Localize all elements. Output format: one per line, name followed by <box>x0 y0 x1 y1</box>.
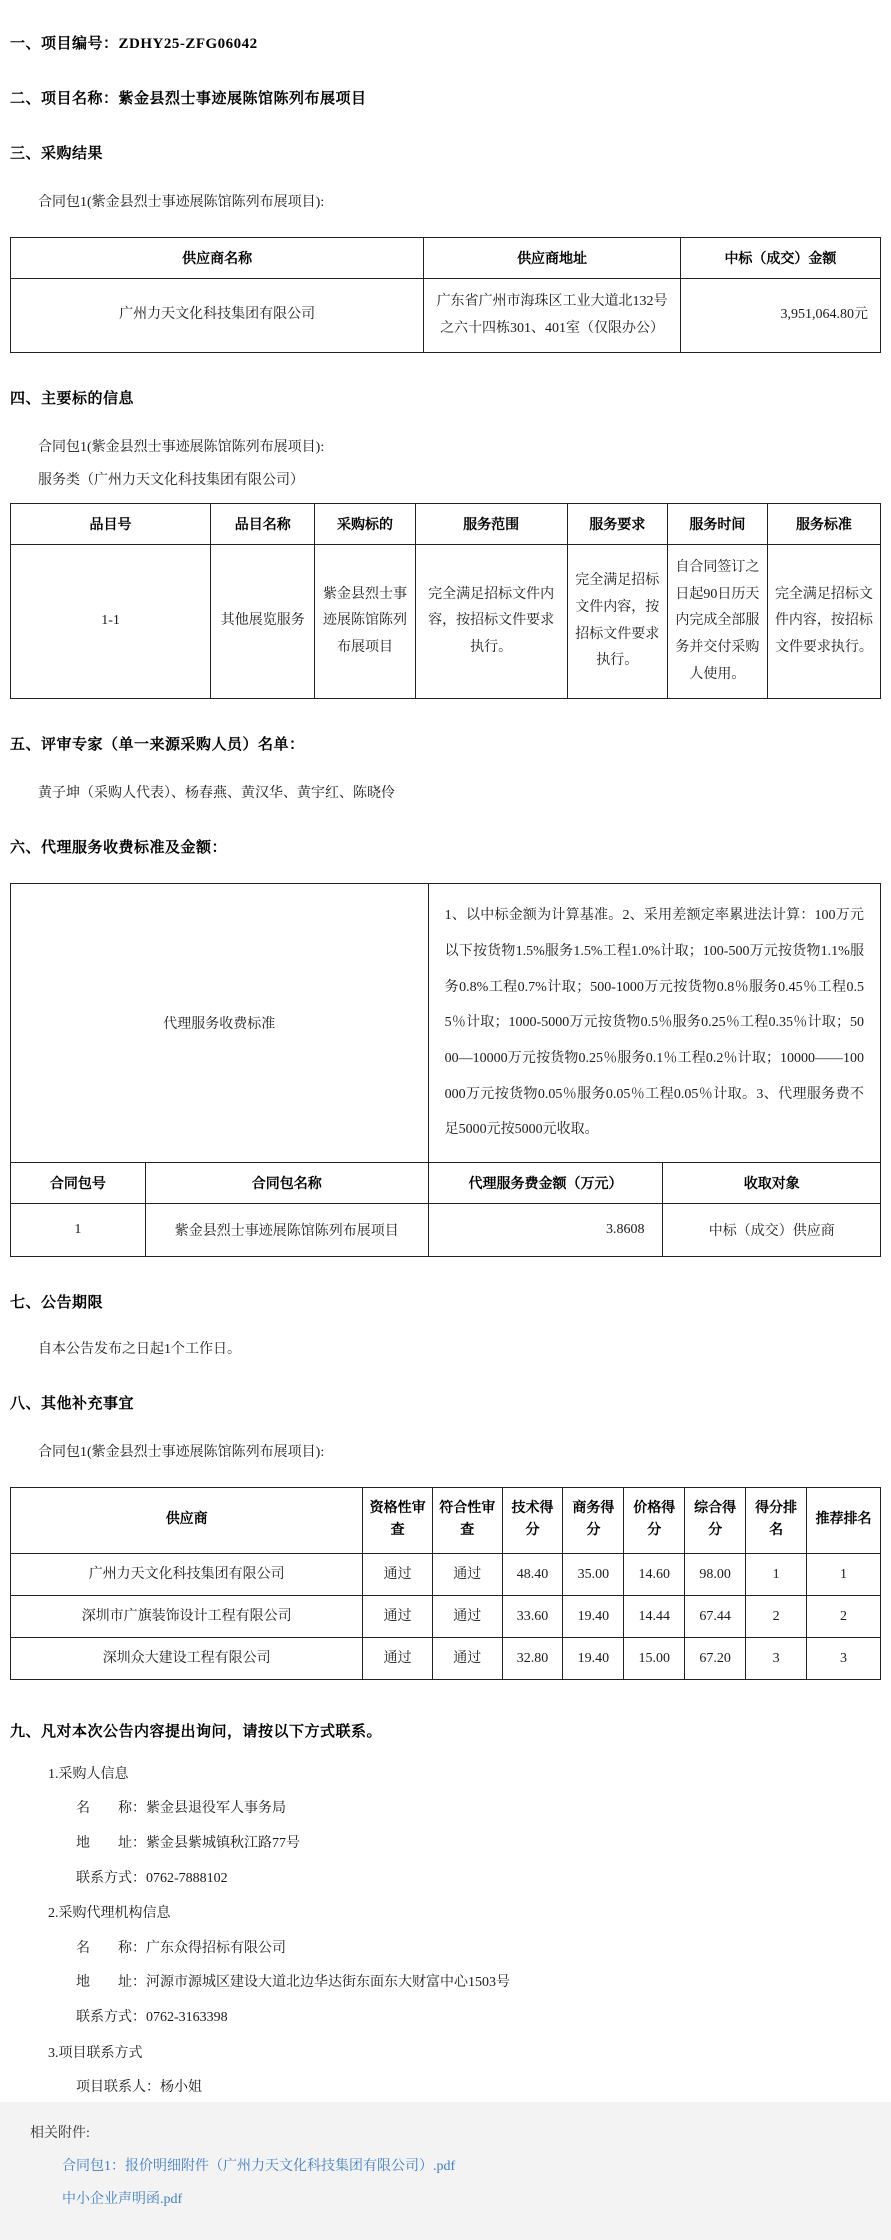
procurement-result-table <box>10 237 881 353</box>
score-rank-cell: 3 <box>746 1637 807 1679</box>
total-score-cell: 67.44 <box>685 1595 746 1637</box>
service-scope-cell: 完全满足招标文件内容，按招标文件要求执行。 <box>415 545 567 699</box>
price-score-cell: 14.44 <box>624 1595 685 1637</box>
fee-table-row <box>11 1203 881 1256</box>
supplier-cell: 广州力天文化科技集团有限公司 <box>11 1553 363 1595</box>
recommend-rank-cell: 2 <box>807 1595 881 1637</box>
purchaser-info-heading: 1.采购人信息 <box>48 1766 129 1782</box>
technical-score-cell: 48.40 <box>502 1553 563 1595</box>
main-subject-table <box>10 503 881 699</box>
table-header-row <box>11 1487 881 1553</box>
qualification-cell: 通过 <box>363 1595 433 1637</box>
s3-package-label: 合同包1(紫金县烈士事迹展陈馆陈列布展项目): <box>38 195 325 210</box>
experts-names: 黄子坤（采购人代表）、杨春燕、黄汉华、黄宇红、陈晓伶 <box>38 786 395 802</box>
fee-standard-label-cell: 代理服务收费标准 <box>11 884 429 1163</box>
section-procurement-result-title: 三、采购结果 <box>10 146 104 162</box>
package-no-header: 合同包号 <box>11 1162 146 1203</box>
service-standard-cell: 完全满足招标文件内容，按招标文件要求执行。 <box>767 545 880 699</box>
package-name-cell: 紫金县烈士事迹展陈馆陈列布展项目 <box>145 1203 428 1256</box>
supplier-cell: 深圳市广旗装饰设计工程有限公司 <box>11 1595 363 1637</box>
score-table <box>10 1487 881 1680</box>
item-name-cell: 其他展览服务 <box>211 545 315 699</box>
service-requirement-header: 服务要求 <box>567 504 667 545</box>
fee-amount-header: 代理服务费金额（万元） <box>428 1162 663 1203</box>
technical-score-header: 技术得分 <box>502 1487 563 1553</box>
business-score-header: 商务得分 <box>563 1487 624 1553</box>
agency-name: 名 称：广东众得招标有限公司 <box>76 1940 286 1956</box>
purchaser-contact: 联系方式：0762-7888102 <box>76 1870 228 1886</box>
agency-contact: 联系方式：0762-3163398 <box>76 2009 228 2025</box>
supplier-address-cell: 广东省广州市海珠区工业大道北132号之六十四栋301、401室（仅限办公） <box>424 279 681 353</box>
price-score-cell: 15.00 <box>624 1637 685 1679</box>
package-no-cell: 1 <box>11 1203 146 1256</box>
subject-header: 采购标的 <box>315 504 415 545</box>
recommend-rank-header: 推荐排名 <box>807 1487 881 1553</box>
item-no-header: 品目号 <box>11 504 211 545</box>
supplier-cell: 深圳众大建设工程有限公司 <box>11 1637 363 1679</box>
table-header-row <box>11 238 881 279</box>
qualification-cell: 通过 <box>363 1637 433 1679</box>
total-score-cell: 98.00 <box>685 1553 746 1595</box>
supplier-name-header: 供应商名称 <box>11 238 424 279</box>
s8-package-label: 合同包1(紫金县烈士事迹展陈馆陈列布展项目): <box>38 1444 325 1460</box>
section-announcement-period-title: 七、公告期限 <box>10 1294 104 1311</box>
item-no-cell: 1-1 <box>11 545 211 699</box>
table-row <box>11 279 881 353</box>
fee-table-header-row <box>11 1162 881 1203</box>
subject-cell: 紫金县烈士事迹展陈馆陈列布展项目 <box>315 545 415 699</box>
conformity-cell: 通过 <box>432 1595 502 1637</box>
section-main-subject-title: 四、主要标的信息 <box>10 391 135 408</box>
total-score-cell: 67.20 <box>685 1637 746 1679</box>
section-agency-fee-title: 六、代理服务收费标准及金额： <box>10 840 228 857</box>
score-rank-cell: 2 <box>746 1595 807 1637</box>
attachment-link-quotation-pdf[interactable]: 合同包1：报价明细附件（广州力天文化科技集团有限公司）.pdf <box>62 2159 456 2174</box>
fee-standard-row <box>11 884 881 1163</box>
agency-fee-table <box>10 883 881 1257</box>
price-score-header: 价格得分 <box>624 1487 685 1553</box>
recommend-rank-cell: 1 <box>807 1553 881 1595</box>
score-rank-header: 得分排名 <box>746 1487 807 1553</box>
conformity-cell: 通过 <box>432 1553 502 1595</box>
supplier-header: 供应商 <box>11 1487 363 1553</box>
section-supplementary-title: 八、其他补充事宜 <box>10 1395 135 1412</box>
section-project-number-title: 一、项目编号：ZDHY25-ZFG06042 <box>10 36 258 52</box>
purchaser-name: 名 称：紫金县退役军人事务局 <box>76 1801 286 1817</box>
service-scope-header: 服务范围 <box>415 504 567 545</box>
business-score-cell: 19.40 <box>563 1595 624 1637</box>
project-contact-heading: 3.项目联系方式 <box>48 2045 143 2061</box>
technical-score-cell: 32.80 <box>502 1637 563 1679</box>
package-name-header: 合同包名称 <box>145 1162 428 1203</box>
table-row <box>11 1595 881 1637</box>
attachments-label: 相关附件: <box>30 2126 90 2141</box>
purchaser-address: 地 址：紫金县紫城镇秋江路77号 <box>76 1835 300 1851</box>
s4-category-label: 服务类（广州力天文化科技集团有限公司） <box>38 473 304 489</box>
total-score-header: 综合得分 <box>685 1487 746 1553</box>
announcement-period-text: 自本公告发布之日起1个工作日。 <box>38 1341 241 1357</box>
agency-address: 地 址：河源市源城区建设大道北边华达街东面东大财富中心1503号 <box>76 1975 510 1991</box>
table-row <box>11 1637 881 1679</box>
conformity-cell: 通过 <box>432 1637 502 1679</box>
s4-package-label: 合同包1(紫金县烈士事迹展陈馆陈列布展项目): <box>38 440 325 456</box>
supplier-address-header: 供应商地址 <box>424 238 681 279</box>
business-score-cell: 35.00 <box>563 1553 624 1595</box>
service-standard-header: 服务标准 <box>767 504 880 545</box>
item-name-header: 品目名称 <box>211 504 315 545</box>
fee-amount-cell: 3.8608 <box>428 1203 663 1256</box>
award-amount-cell: 3,951,064.80元 <box>680 279 880 353</box>
conformity-review-header: 符合性审查 <box>432 1487 502 1553</box>
price-score-cell: 14.60 <box>624 1553 685 1595</box>
section-contact-title: 九、凡对本次公告内容提出询问，请按以下方式联系。 <box>10 1723 383 1740</box>
service-time-header: 服务时间 <box>667 504 767 545</box>
table-header-row <box>11 504 881 545</box>
section-experts-title: 五、评审专家（单一来源采购人员）名单： <box>10 737 305 754</box>
fee-payer-header: 收取对象 <box>663 1162 881 1203</box>
project-contact-person: 项目联系人：杨小姐 <box>76 2080 202 2096</box>
agency-info-heading: 2.采购代理机构信息 <box>48 1906 171 1922</box>
table-row <box>11 545 881 699</box>
recommend-rank-cell: 3 <box>807 1637 881 1679</box>
service-requirement-cell: 完全满足招标文件内容，按招标文件要求执行。 <box>567 545 667 699</box>
service-time-cell: 自合同签订之日起90日历天内完成全部服务并交付采购人使用。 <box>667 545 767 699</box>
attachment-link-sme-declaration-pdf[interactable]: 中小企业声明函.pdf <box>62 2192 183 2207</box>
award-amount-header: 中标（成交）金额 <box>680 238 880 279</box>
related-attachments-panel <box>0 2102 891 2240</box>
fee-payer-cell: 中标（成交）供应商 <box>663 1203 881 1256</box>
supplier-name-cell: 广州力天文化科技集团有限公司 <box>11 279 424 353</box>
qualification-cell: 通过 <box>363 1553 433 1595</box>
table-row <box>11 1553 881 1595</box>
business-score-cell: 19.40 <box>563 1637 624 1679</box>
score-rank-cell: 1 <box>746 1553 807 1595</box>
qualification-review-header: 资格性审查 <box>363 1487 433 1553</box>
section-project-name-title: 二、项目名称：紫金县烈士事迹展陈馆陈列布展项目 <box>10 91 367 107</box>
fee-standard-text-cell: 1、以中标金额为计算基准。2、采用差额定率累进法计算：100万元以下按货物1.5%服务1.5%工程1.0%计取；100-500万元按货物1.1%服务0.8%工程0.7%计取；500-1000万元按货物0.8％服务0.45％工程0.55％计取；1000-5000万元按货物0.5％服务0.25％工程0.35％计取；5000—10000万元按货物0.25％服务0.1％工程0.2％计取；10000——100000万元按货物0.05％服务0.05％工程0.05％计取。3、代理服务费不足5000元按5000元收取。 <box>428 884 880 1163</box>
technical-score-cell: 33.60 <box>502 1595 563 1637</box>
